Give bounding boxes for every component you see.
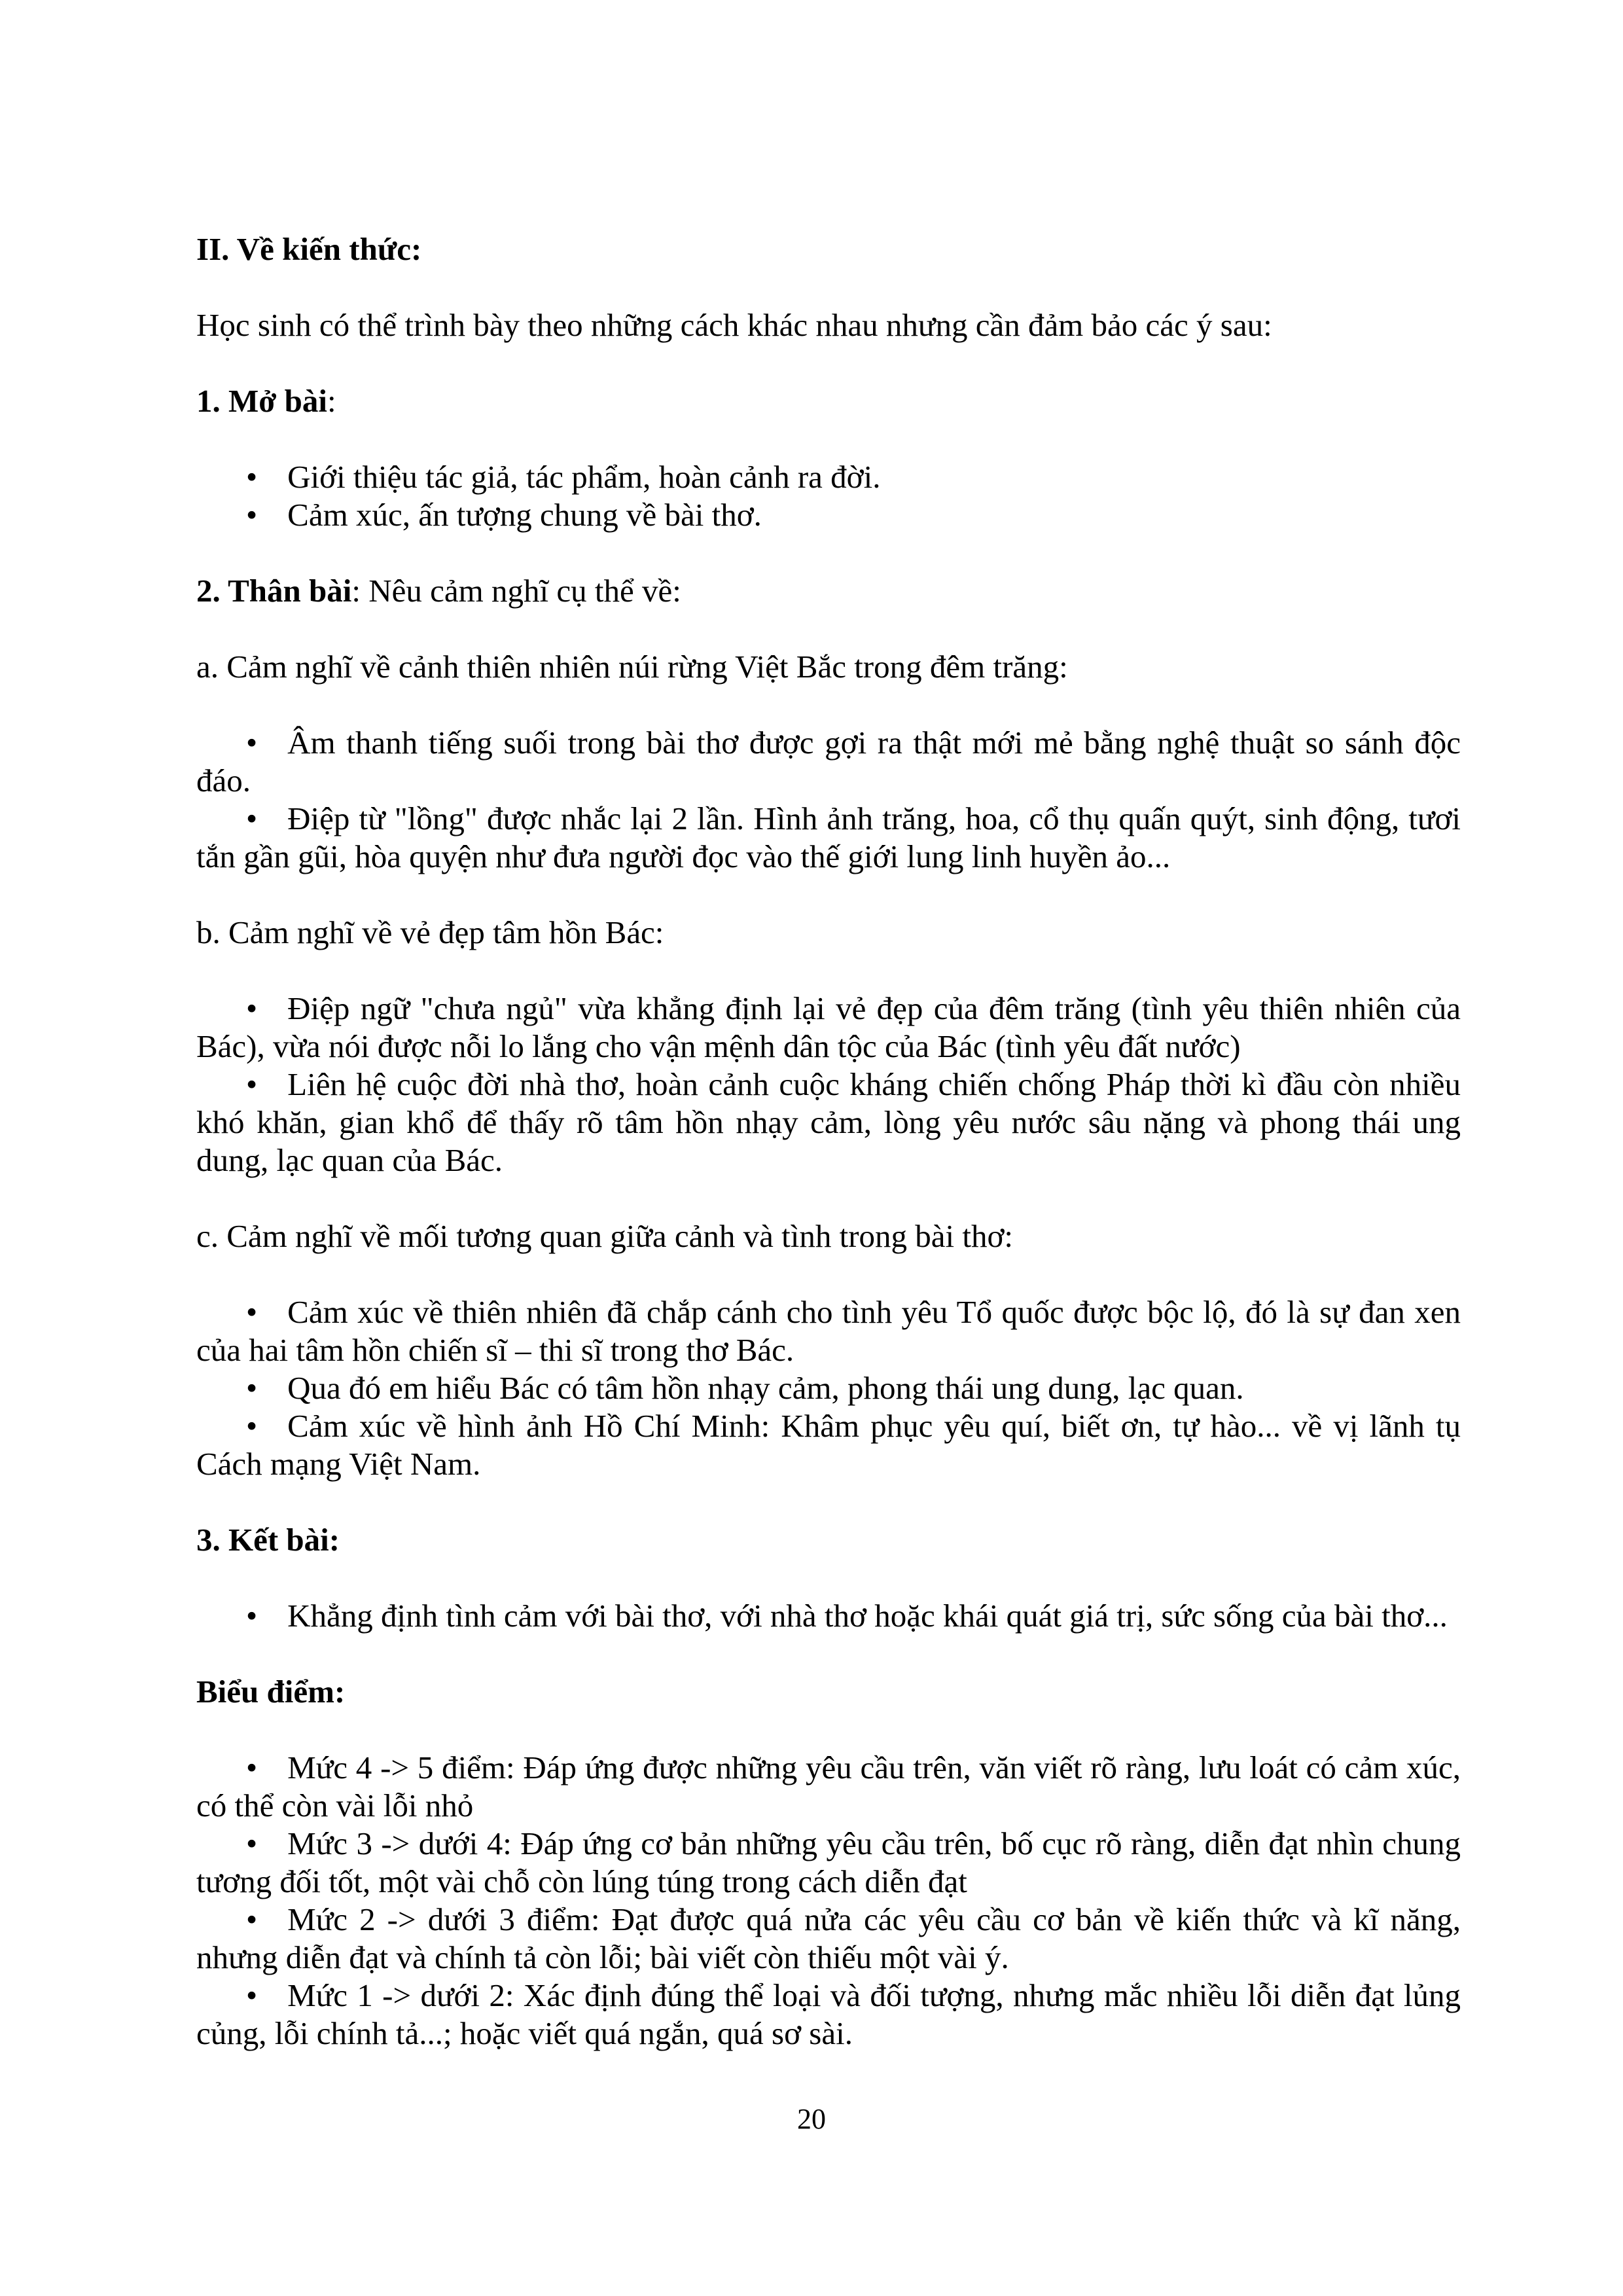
list-item [196,724,1461,800]
list-item [196,1977,1461,2053]
list-item-text: Cảm xúc, ấn tượng chung về bài thơ. [287,497,762,533]
bullet-icon: • [246,1370,258,1406]
list-item-text: Cảm xúc về hình ảnh Hồ Chí Minh: Khâm phục yêu quí, biết ơn, tự hào... về vị lãnh tụ Cách mạng Việt Nam. [196,1408,1461,1482]
list-item [196,458,1461,496]
section-a-list [196,724,1461,876]
list-item [196,800,1461,876]
heading-open-bold: 1. Mở bài [196,383,327,419]
heading-body-bold: 2. Thân bài [196,573,352,609]
list-item [196,1066,1461,1179]
heading-scoring: Biểu điểm: [196,1674,346,1710]
list-item-text: Điệp ngữ "chưa ngủ" vừa khẳng định lại vẻ đẹp của đêm trăng (tình yêu thiên nhiên của Bác), vừa nói được nỗi lo lắng cho vận mệnh dân tộc của Bác (tình yêu đất nước) [196,990,1461,1064]
scoring-list [196,1749,1461,2053]
bullet-icon: • [246,1066,258,1102]
heading-body [196,572,1461,610]
list-item [196,1293,1461,1369]
section-b-list [196,990,1461,1179]
bullet-icon: • [246,1901,258,1937]
heading-open [196,382,1461,420]
bullet-icon: • [246,990,258,1026]
bullet-icon: • [246,459,258,495]
list-item-text: Mức 1 -> dưới 2: Xác định đúng thể loại và đối tượng, nhưng mắc nhiều lỗi diễn đạt lủng củng, lỗi chính tả...; hoặc viết quá ngắn, quá sơ sài. [196,1977,1461,2051]
list-item [196,1825,1461,1901]
list-item [196,1597,1461,1635]
bullet-icon: • [246,1825,258,1861]
list-item-text: Mức 4 -> 5 điểm: Đáp ứng được những yêu cầu trên, văn viết rõ ràng, lưu loát có cảm xúc, có thể còn vài lỗi nhỏ [196,1749,1461,1823]
intro-paragraph: Học sinh có thể trình bày theo những cách khác nhau nhưng cần đảm bảo các ý sau: [196,307,1272,343]
section-heading-knowledge: II. Về kiến thức: [196,231,422,267]
document-content [196,230,1461,2090]
list-item [196,1749,1461,1825]
list-item [196,1369,1461,1407]
heading-close: 3. Kết bài: [196,1522,340,1558]
list-item-text: Cảm xúc về thiên nhiên đã chắp cánh cho tình yêu Tổ quốc được bộc lộ, đó là sự đan xen của hai tâm hồn chiến sĩ – thi sĩ trong thơ Bác. [196,1294,1461,1368]
list-item [196,990,1461,1066]
page-number: 20 [797,2103,826,2135]
bullet-icon: • [246,1977,258,2013]
list-item-text: Âm thanh tiếng suối trong bài thơ được gợi ra thật mới mẻ bằng nghệ thuật so sánh độc đáo. [196,725,1461,798]
open-list [196,458,1461,534]
bullet-icon: • [246,725,258,761]
list-item-text: Mức 2 -> dưới 3 điểm: Đạt được quá nửa các yêu cầu cơ bản về kiến thức và kĩ năng, nhưng diễn đạt và chính tả còn lỗi; bài viết còn thiếu một vài ý. [196,1901,1461,1975]
close-list [196,1597,1461,1635]
bullet-icon: • [246,1598,258,1634]
list-item-text: Giới thiệu tác giả, tác phẩm, hoàn cảnh ra đời. [287,459,881,495]
list-item-text: Qua đó em hiểu Bác có tâm hồn nhạy cảm, phong thái ung dung, lạc quan. [287,1370,1244,1406]
list-item-text: Khẳng định tình cảm với bài thơ, với nhà thơ hoặc khái quát giá trị, sức sống của bài thơ... [287,1598,1448,1634]
list-item [196,496,1461,534]
heading-open-colon: : [327,383,336,419]
bullet-icon: • [246,497,258,533]
list-item [196,1407,1461,1483]
list-item [196,1901,1461,1977]
subheading-a: a. Cảm nghĩ về cảnh thiên nhiên núi rừng Việt Bắc trong đêm trăng: [196,649,1068,685]
subheading-b: b. Cảm nghĩ về vẻ đẹp tâm hồn Bác: [196,914,664,950]
bullet-icon: • [246,800,258,836]
bullet-icon: • [246,1294,258,1330]
bullet-icon: • [246,1749,258,1785]
list-item-text: Điệp từ "lồng" được nhắc lại 2 lần. Hình ảnh trăng, hoa, cổ thụ quấn quýt, sinh động, tươi tắn gần gũi, hòa quyện như đưa người đọc vào thế giới lung linh huyền ảo... [196,800,1461,874]
list-item-text: Liên hệ cuộc đời nhà thơ, hoàn cảnh cuộc kháng chiến chống Pháp thời kì đầu còn nhiều khó khăn, gian khổ để thấy rõ tâm hồn nhạy cảm, lòng yêu nước sâu nặng và phong thái ung dung, lạc quan của Bác. [196,1066,1461,1178]
section-c-list [196,1293,1461,1483]
bullet-icon: • [246,1408,258,1444]
heading-body-rest: : Nêu cảm nghĩ cụ thể về: [351,573,681,609]
subheading-c: c. Cảm nghĩ về mối tương quan giữa cảnh và tình trong bài thơ: [196,1218,1014,1254]
list-item-text: Mức 3 -> dưới 4: Đáp ứng cơ bản những yêu cầu trên, bố cục rõ ràng, diễn đạt nhìn chung tương đối tốt, một vài chỗ còn lúng túng trong cách diễn đạt [196,1825,1461,1899]
